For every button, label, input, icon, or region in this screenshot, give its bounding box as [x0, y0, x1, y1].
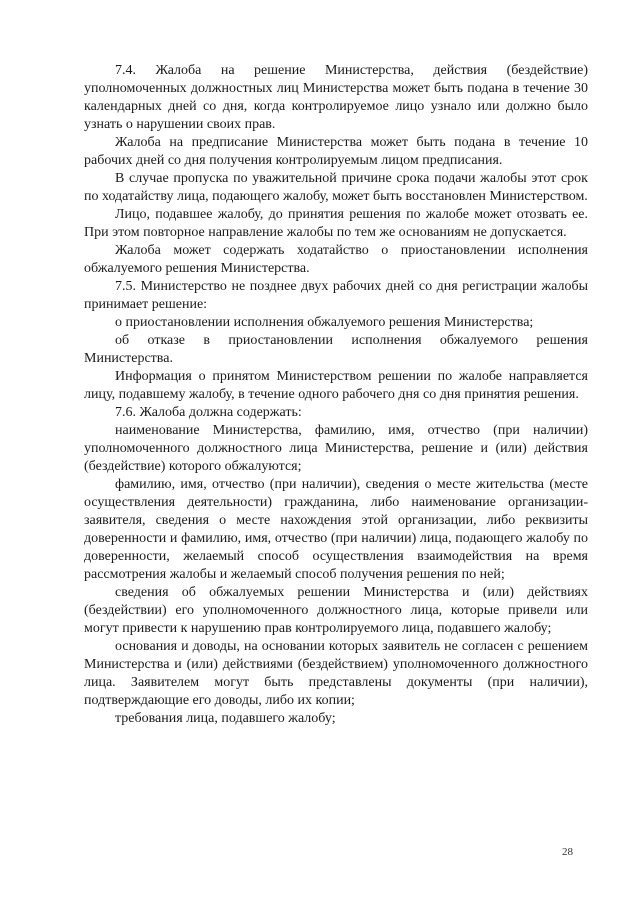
- paragraph-deadline-restoration: В случае пропуска по уважительной причине срока подачи жалобы этот срок по ходатайству лица, подающего жалобу, может быть восстановлен Министерством.: [84, 171, 588, 204]
- paragraph-applicant-details: фамилию, имя, отчество (при наличии), сведения о месте жительства (месте осуществления деятельности) гражданина, либо наименование организации-заявителя, сведения о месте нахождения этой организации, либо реквизиты доверенности и фамилию, имя, отчество (при наличии) лица, подающего жалобу по доверенности, желаемый способ осуществления взаимодействия на время рассмотрения жалобы и желаемый способ получения решения по ней;: [84, 477, 588, 582]
- paragraph-ministry-name: наименование Министерства, фамилию, имя, отчество (при наличии) уполномоченного должностного лица Министерства, решение и (или) действия (бездействие) которого обжалуются;: [84, 423, 588, 474]
- paragraph-complaint-withdrawal: Лицо, подавшее жалобу, до принятия решения по жалобе может отозвать ее. При этом повторное направление жалобы по тем же основаниям не допускается.: [84, 207, 588, 240]
- paragraph-suspension-petition: Жалоба может содержать ходатайство о приостановлении исполнения обжалуемого решения Министерства.: [84, 243, 588, 276]
- paragraph-suspension-refusal: об отказе в приостановлении исполнения обжалуемого решения Министерства.: [84, 333, 588, 366]
- paragraph-grounds-and-arguments: основания и доводы, на основании которых заявитель не согласен с решением Министерства и (или) действиями (бездействием) уполномоченного должностного лица. Заявителем могут быть представлены документы (при наличии), подтверждающие его доводы, либо их копии;: [84, 639, 588, 708]
- paragraph-prescription-deadline: Жалоба на предписание Министерства может быть подана в течение 10 рабочих дней со дня получения контролируемым лицом предписания.: [84, 135, 588, 168]
- paragraph-suspension-decision: о приостановлении исполнения обжалуемого решения Министерства;: [115, 315, 534, 330]
- document-body: [84, 62, 588, 728]
- page-number: 28: [562, 846, 573, 858]
- paragraph-appealed-decision-info: сведения об обжалуемых решении Министерства и (или) действиях (бездействии) его уполномоченного должностного лица, которые привели или могут привести к нарушению прав контролируемого лица, подавшего жалобу;: [84, 585, 588, 636]
- paragraph-7-6: 7.6. Жалоба должна содержать:: [115, 405, 302, 420]
- paragraph-7-5: 7.5. Министерство не позднее двух рабочих дней со дня регистрации жалобы принимает решение:: [84, 279, 588, 312]
- paragraph-7-4: 7.4. Жалоба на решение Министерства, действия (бездействие) уполномоченных должностных лиц Министерства может быть подана в течение 30 календарных дней со дня, когда контролируемое лицо узнало или должно было узнать о нарушении своих прав.: [84, 63, 588, 132]
- paragraph-decision-notification: Информация о принятом Министерством решении по жалобе направляется лицу, подавшему жалобу, в течение одного рабочего дня со дня принятия решения.: [84, 369, 588, 402]
- paragraph-complainant-requirements: требования лица, подавшего жалобу;: [115, 711, 336, 726]
